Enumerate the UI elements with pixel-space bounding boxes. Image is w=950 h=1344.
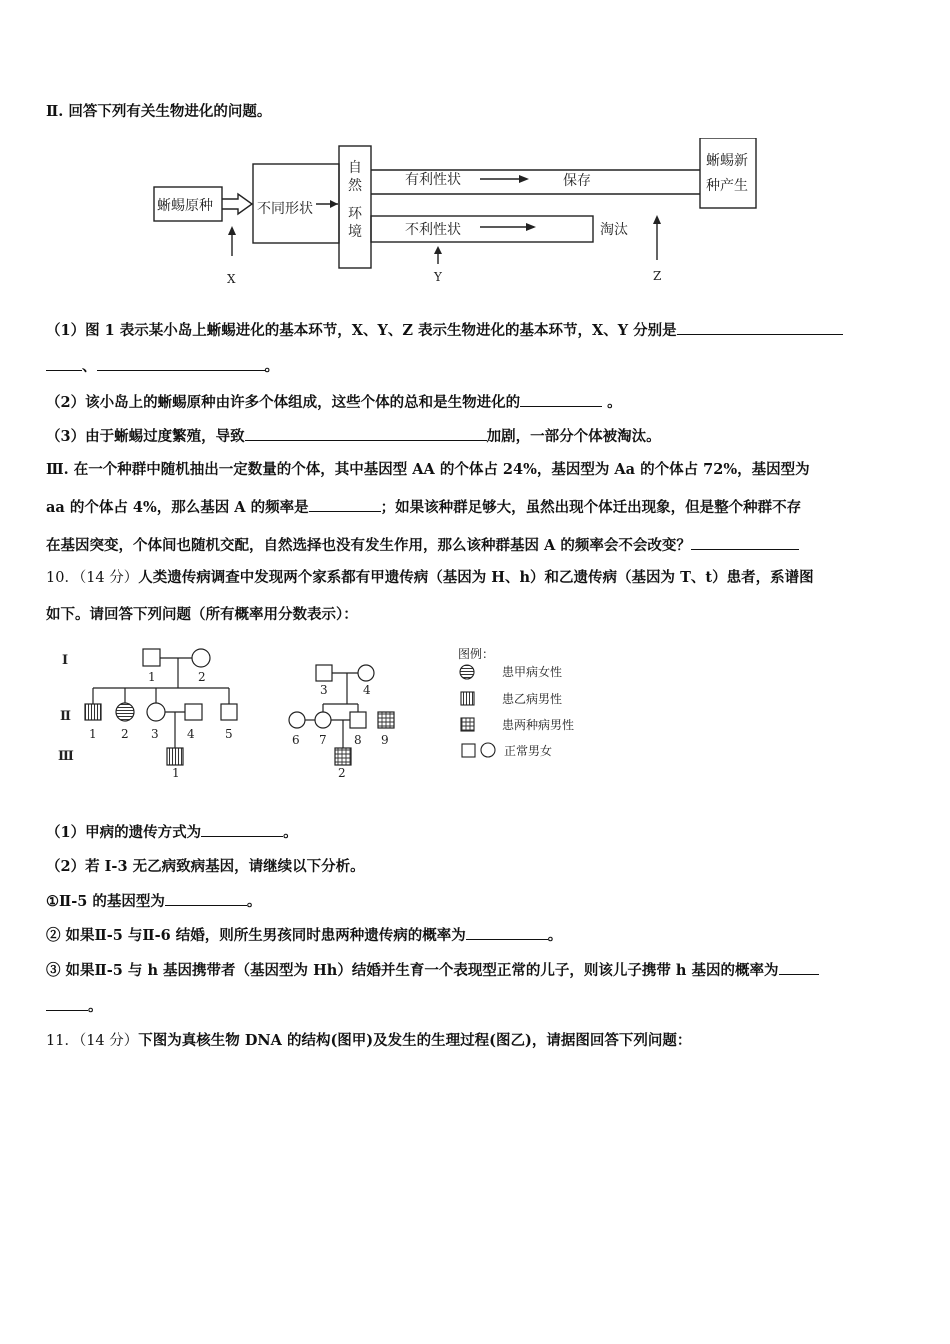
q10-p5-cont: [46, 996, 906, 1017]
f1-I2: [192, 649, 210, 667]
question-number: 11．（14 分）: [46, 1033, 139, 1049]
new-species-box: [700, 138, 756, 208]
period: 。: [264, 358, 279, 375]
answer-blank[interactable]: [97, 356, 265, 371]
f2-I4: [358, 665, 374, 681]
f1-II1: [85, 704, 101, 720]
label-f1-II3: 3: [151, 727, 159, 741]
f1-III1: [167, 748, 183, 765]
source-label: 蜥蜴原种: [157, 198, 213, 214]
y-label: Y: [434, 270, 442, 284]
s3-line3-text: 在基因突变，个体间也随机交配，自然选择也没有发生作用，那么该种群基因 A 的频率会不会改变？: [46, 537, 691, 554]
env-char-1: 自: [348, 160, 362, 176]
period: 。: [88, 998, 103, 1015]
s3-line2-b: ；如果该种群足够大，虽然出现个体迁出现象，但是整个种群不存: [380, 499, 802, 516]
answer-blank[interactable]: [201, 822, 283, 837]
answer-blank[interactable]: [779, 960, 819, 975]
gen-1: Ⅰ: [62, 653, 69, 668]
s3-line2-a: aa 的个体占 4%，那么基因 A 的频率是: [46, 499, 309, 516]
legend-affected-b-male-icon: [461, 692, 474, 705]
f2-II9: [378, 712, 394, 728]
traits-label: 不同形状: [257, 201, 313, 217]
legend-affected-a-female: 患甲病女性: [502, 665, 563, 679]
period: 。: [602, 394, 622, 411]
q10-text: 人类遗传病调查中发现两个家系都有甲遗传病（基因为 H、h）和乙遗传病（基因为 T、t）患者，系谱图: [138, 569, 814, 586]
q10-p4: [46, 925, 906, 946]
q10-p1-text: （1）甲病的遗传方式为: [46, 824, 202, 841]
env-char-3: 环: [348, 206, 362, 222]
gen-3: Ⅲ: [58, 749, 74, 764]
f2-I3: [316, 665, 332, 681]
legend-affected-both-male-icon: [461, 718, 474, 731]
q10-p2: （2）若 I-3 无乙病致病基因，请继续以下分析。: [46, 858, 365, 875]
label-f1-II5: 5: [225, 727, 233, 741]
f2-II8: [350, 712, 366, 728]
s2-q3-end: 加剧，一部分个体被淘汰。: [486, 428, 661, 445]
s3-line2: [46, 497, 906, 518]
answer-blank[interactable]: [46, 996, 88, 1011]
legend-normal: 正常男女: [504, 744, 553, 758]
q10-p4-text: ② 如果Ⅱ-5 与Ⅱ-6 结婚，则所生男孩同时患两种遗传病的概率为: [46, 927, 466, 944]
gen-2: Ⅱ: [60, 709, 71, 724]
s2-q3: [46, 426, 906, 447]
question-number: 10．（14 分）: [46, 570, 139, 586]
label-f1-I1: 1: [148, 670, 156, 684]
evolution-diagram: [0, 138, 950, 298]
env-char-4: 境: [348, 224, 362, 240]
s2-q1-text: （1）图 1 表示某小岛上蜥蜴进化的基本环节，X、Y、Z 表示生物进化的基本环节，X、Y 分别是: [46, 322, 677, 339]
q10-p3: [46, 891, 906, 912]
s3-line1: Ⅲ. 在一个种群中随机抽出一定数量的个体，其中基因型 AA 的个体占 24%，基因型为 Aa 的个体占 72%，基因型为: [46, 461, 810, 478]
label-f2-I4: 4: [363, 683, 371, 697]
answer-blank[interactable]: [691, 535, 799, 550]
q10-line1: [46, 568, 906, 588]
label-f2-I3: 3: [320, 683, 328, 697]
label-f1-II4: 4: [187, 727, 195, 741]
keep-label: 保存: [563, 173, 591, 189]
section2-heading: Ⅱ. 回答下列有关生物进化的问题。: [46, 103, 272, 120]
x-label: X: [227, 272, 236, 286]
legend-title: 图例：: [458, 647, 495, 661]
z-label: Z: [653, 269, 662, 283]
q10-p3-text: ①Ⅱ-5 的基因型为: [46, 893, 165, 910]
label-f1-II1: 1: [89, 727, 97, 741]
legend-affected-both-male: 患两种病男性: [502, 718, 575, 732]
s2-q2: [46, 392, 906, 413]
legend-affected-a-female-icon: [460, 665, 474, 679]
period: 。: [547, 927, 563, 944]
answer-blank[interactable]: [46, 356, 82, 371]
label-f1-I2: 2: [198, 670, 206, 684]
label-f2-II9: 9: [381, 733, 389, 747]
answer-blank[interactable]: [520, 392, 602, 407]
answer-blank[interactable]: [466, 925, 548, 940]
label-f2-II7: 7: [319, 733, 327, 747]
q10-p5-text: ③ 如果Ⅱ-5 与 h 基因携带者（基因型为 Hh）结婚并生育一个表现型正常的儿子，则该儿子携带 h 基因的概率为: [46, 962, 779, 979]
label-f1-II2: 2: [121, 727, 129, 741]
f1-II5: [221, 704, 237, 720]
f2-II6: [289, 712, 305, 728]
f1-I1: [143, 649, 160, 666]
label-f2-III2: 2: [338, 766, 346, 780]
answer-blank[interactable]: [309, 497, 381, 512]
answer-blank[interactable]: [165, 891, 247, 906]
f2-II7: [315, 712, 331, 728]
s3-line3: [46, 535, 906, 556]
q10-p1: [46, 822, 906, 843]
period: 。: [246, 893, 262, 910]
answer-blank[interactable]: [245, 426, 487, 441]
f1-II3: [147, 703, 165, 721]
separator: 、: [82, 358, 97, 375]
f1-II4: [185, 704, 202, 720]
new-species-line2: 种产生: [706, 178, 748, 194]
favorable-label: 有利性状: [405, 172, 461, 188]
legend-normal-female-icon: [481, 743, 495, 757]
q11-text: 下图为真核生物 DNA 的结构(图甲)及发生的生理过程(图乙)，请据图回答下列问题：: [138, 1032, 692, 1049]
s2-q1-cont: [46, 356, 906, 377]
unfavorable-label: 不利性状: [405, 222, 461, 238]
f1-II2: [116, 703, 134, 721]
label-f1-III1: 1: [172, 766, 180, 780]
env-char-2: 然: [348, 178, 362, 194]
s2-q2-text: （2）该小岛上的蜥蜴原种由许多个体组成，这些个体的总和是生物进化的: [46, 394, 521, 411]
label-f2-II6: 6: [292, 733, 300, 747]
s2-q3-text: （3）由于蜥蜴过度繁殖，导致: [46, 428, 245, 445]
new-species-line1: 蜥蜴新: [706, 153, 748, 169]
s2-q1: [46, 320, 906, 341]
period: 。: [283, 824, 298, 841]
q11-line: [46, 1031, 906, 1051]
eliminate-label: 淘汰: [600, 222, 628, 238]
legend-affected-b-male: 患乙病男性: [502, 692, 563, 706]
label-f2-II8: 8: [354, 733, 362, 747]
answer-blank[interactable]: [677, 320, 843, 335]
pedigree-chart: [0, 640, 950, 790]
q10-p5: [46, 960, 906, 981]
legend-normal-male-icon: [462, 744, 475, 757]
q10-line2: 如下。请回答下列问题（所有概率用分数表示）：: [46, 606, 358, 623]
f2-III2: [335, 748, 351, 765]
